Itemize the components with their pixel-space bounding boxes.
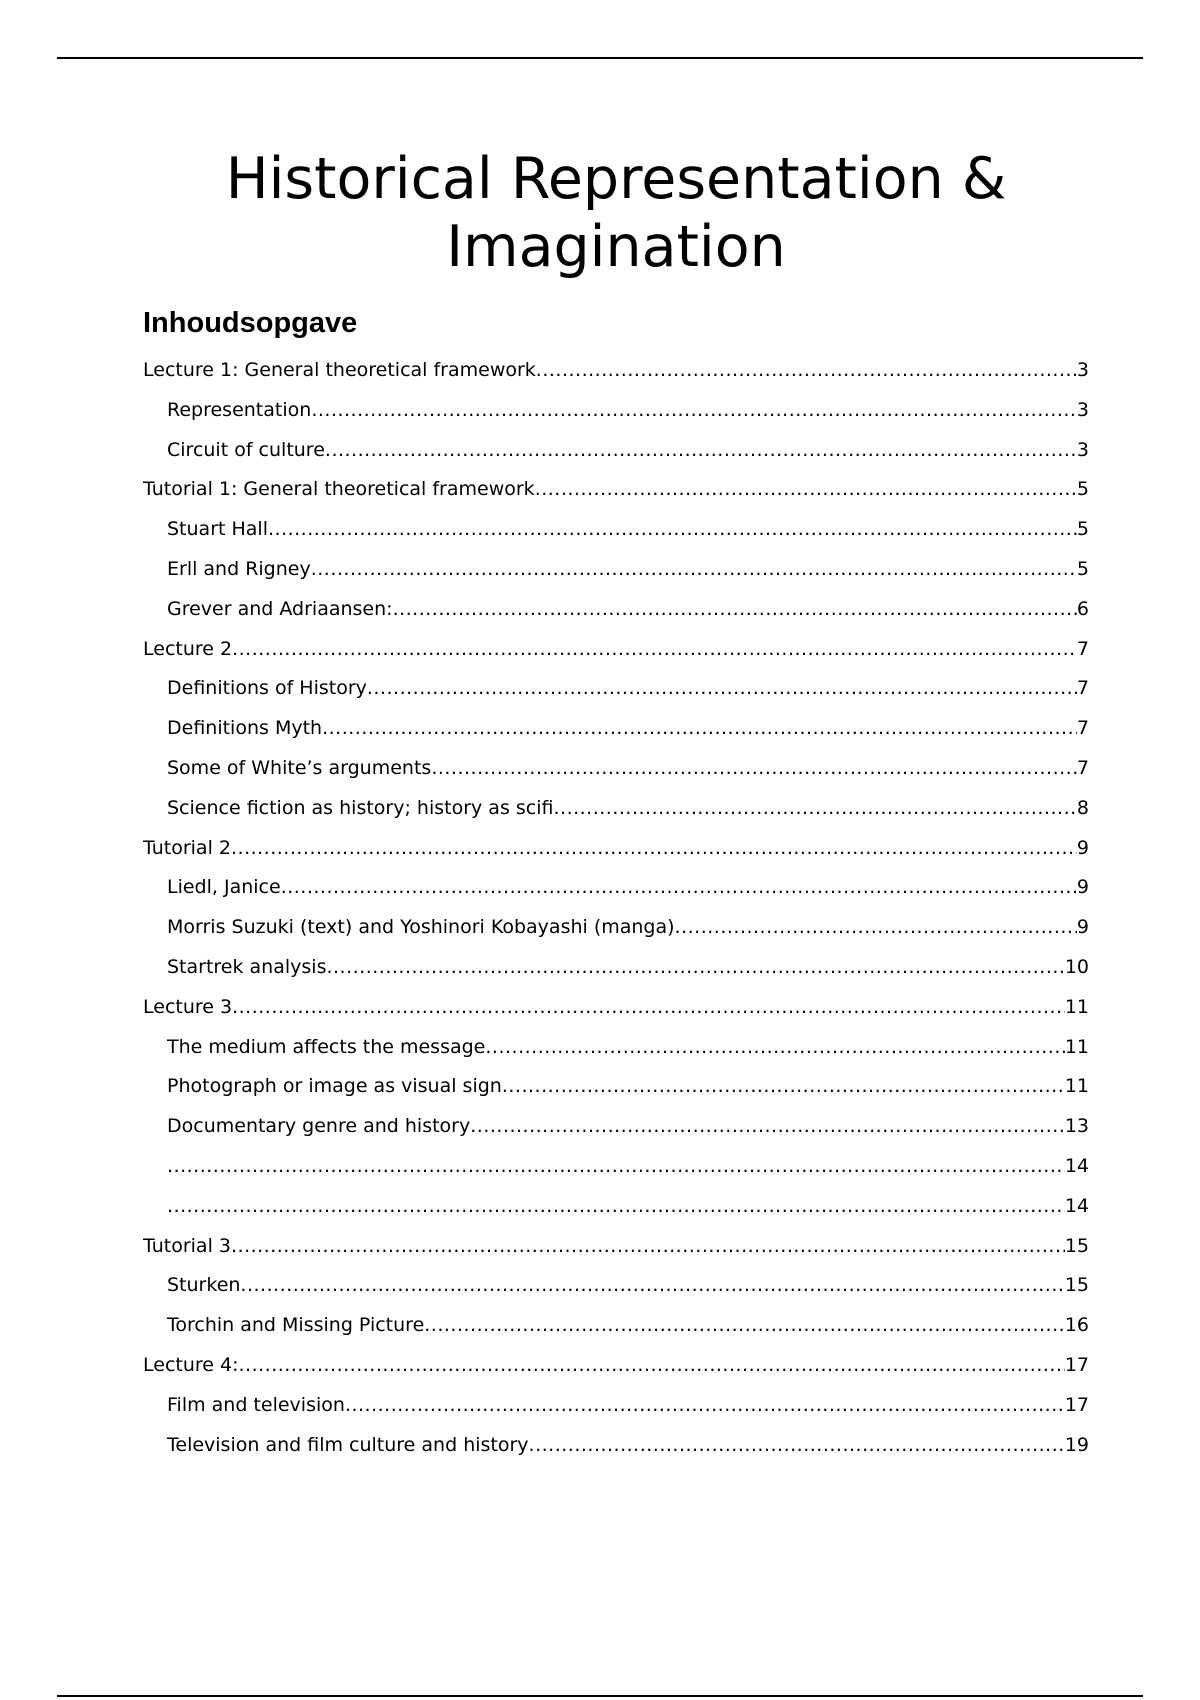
toc-entry[interactable] — [143, 1150, 1089, 1190]
toc-dot-leader — [393, 593, 1077, 625]
toc-dot-leader — [326, 951, 1064, 983]
toc-entry-label: Tutorial 2 — [143, 836, 231, 859]
toc-entry[interactable] — [143, 1190, 1089, 1230]
toc-entry-page-number: 13 — [1064, 1115, 1089, 1138]
toc-entry-label: Lecture 2 — [143, 637, 233, 660]
toc-entry[interactable] — [143, 593, 1089, 633]
toc-entry[interactable] — [143, 951, 1089, 991]
toc-entry[interactable] — [143, 832, 1089, 872]
toc-entry-page-number: 16 — [1064, 1314, 1089, 1337]
toc-entry[interactable] — [143, 1070, 1089, 1110]
toc-dot-leader — [167, 1190, 1065, 1222]
toc-entry[interactable] — [143, 434, 1089, 474]
toc-entry-label: Documentary genre and history — [167, 1115, 471, 1138]
toc-entry-page-number: 3 — [1076, 398, 1089, 421]
toc-entry-page-number: 14 — [1064, 1154, 1089, 1177]
toc-entry-page-number: 7 — [1076, 637, 1089, 660]
toc-dot-leader — [675, 911, 1077, 943]
toc-entry[interactable] — [143, 394, 1089, 434]
toc-entry-label: Some of White’s arguments — [167, 756, 432, 779]
toc-entry[interactable] — [143, 752, 1089, 792]
toc-entry-page-number: 11 — [1064, 995, 1089, 1018]
toc-entry-label: Representation — [167, 398, 312, 421]
toc-entry[interactable] — [143, 1389, 1089, 1429]
toc-entry-page-number: 7 — [1076, 756, 1089, 779]
toc-heading: Inhoudsopgave — [143, 307, 358, 339]
toc-entry-page-number: 10 — [1064, 955, 1089, 978]
toc-entry[interactable] — [143, 553, 1089, 593]
title-line-2: Imagination — [446, 214, 786, 280]
toc-dot-leader — [536, 354, 1077, 386]
toc-entry[interactable] — [143, 513, 1089, 553]
toc-entry-page-number: 9 — [1076, 876, 1089, 899]
toc-entry-page-number: 17 — [1064, 1353, 1089, 1376]
toc-entry-page-number: 3 — [1076, 438, 1089, 461]
toc-entry-label: Liedl, Janice — [167, 876, 281, 899]
toc-entry-label: Science fiction as history; history as scifi — [167, 796, 554, 819]
toc-dot-leader — [231, 1230, 1065, 1262]
toc-entry-page-number: 15 — [1064, 1274, 1089, 1297]
toc-dot-leader — [268, 513, 1077, 545]
toc-dot-leader — [167, 1150, 1065, 1182]
toc-entry[interactable] — [143, 871, 1089, 911]
toc-entry-page-number: 15 — [1064, 1234, 1089, 1257]
toc-entry-label: Morris Suzuki (text) and Yoshinori Kobayashi (manga) — [167, 916, 675, 939]
toc-dot-leader — [553, 792, 1076, 824]
toc-entry[interactable] — [143, 1031, 1089, 1071]
toc-entry[interactable] — [143, 1110, 1089, 1150]
toc-dot-leader — [311, 553, 1077, 585]
header-rule — [57, 57, 1143, 59]
toc-dot-leader — [239, 1349, 1065, 1381]
toc-entry-label: Stuart Hall — [167, 518, 268, 541]
toc-entry[interactable] — [143, 1230, 1089, 1270]
toc-entry-label: Lecture 1: General theoretical framework — [143, 359, 536, 381]
toc-entry-page-number: 14 — [1064, 1194, 1089, 1217]
document-title — [143, 145, 1089, 281]
toc-dot-leader — [431, 752, 1077, 784]
toc-entry[interactable] — [143, 1429, 1089, 1469]
toc-entry[interactable] — [143, 672, 1089, 712]
toc-entry[interactable] — [143, 792, 1089, 832]
toc-dot-leader — [485, 1031, 1064, 1063]
toc-entry[interactable] — [143, 354, 1089, 394]
toc-entry[interactable] — [143, 633, 1089, 673]
toc-entry-page-number: 11 — [1064, 1075, 1089, 1098]
toc-entry-label: Film and television — [167, 1393, 345, 1416]
toc-entry-page-number: 6 — [1076, 597, 1089, 620]
toc-dot-leader — [502, 1070, 1065, 1102]
toc-entry-page-number: 11 — [1064, 1035, 1089, 1058]
toc-entry-page-number: 17 — [1064, 1393, 1089, 1416]
toc-entry-page-number: 3 — [1076, 359, 1089, 381]
toc-entry-label: Lecture 4: — [143, 1353, 239, 1376]
toc-entry-label: Definitions of History — [167, 677, 367, 700]
toc-entry-label: Erll and Rigney — [167, 557, 311, 580]
toc-entry[interactable] — [143, 473, 1089, 513]
toc-entry-label: Sturken — [167, 1274, 241, 1297]
toc-dot-leader — [232, 633, 1077, 665]
toc-entry-label: Tutorial 3 — [143, 1234, 231, 1257]
toc-entry[interactable] — [143, 1309, 1089, 1349]
toc-entry-label: Circuit of culture — [167, 438, 325, 461]
toc-entry-label: The medium affects the message — [167, 1035, 486, 1058]
toc-entry[interactable] — [143, 712, 1089, 752]
toc-dot-leader — [424, 1309, 1065, 1341]
toc-entry-page-number: 9 — [1076, 916, 1089, 939]
toc-dot-leader — [325, 434, 1077, 466]
toc-entry-label: Photograph or image as visual sign — [167, 1075, 502, 1098]
toc-dot-leader — [345, 1389, 1065, 1421]
table-of-contents — [143, 354, 1089, 1468]
toc-entry-page-number: 9 — [1076, 836, 1089, 859]
toc-entry[interactable] — [143, 911, 1089, 951]
toc-entry-page-number: 7 — [1076, 717, 1089, 740]
toc-dot-leader — [240, 1269, 1064, 1301]
toc-entry-label: Tutorial 1: General theoretical framework — [143, 478, 535, 501]
toc-entry-label: Television and film culture and history — [167, 1433, 529, 1456]
toc-entry-label: Lecture 3 — [143, 995, 233, 1018]
toc-entry-page-number: 5 — [1076, 518, 1089, 541]
toc-entry-page-number: 19 — [1064, 1433, 1089, 1456]
toc-entry[interactable] — [143, 1349, 1089, 1389]
toc-entry-label: Torchin and Missing Picture — [167, 1314, 425, 1337]
footer-rule — [57, 1695, 1143, 1697]
toc-dot-leader — [535, 473, 1077, 505]
toc-entry-label: Grever and Adriaansen: — [167, 597, 393, 620]
toc-entry-page-number: 5 — [1076, 478, 1089, 501]
toc-entry-page-number: 8 — [1076, 796, 1089, 819]
toc-dot-leader — [470, 1110, 1065, 1142]
toc-entry-label: Definitions Myth — [167, 717, 323, 740]
toc-dot-leader — [232, 991, 1065, 1023]
toc-entry-page-number: 7 — [1076, 677, 1089, 700]
toc-entry[interactable] — [143, 991, 1089, 1031]
toc-dot-leader — [322, 712, 1077, 744]
toc-dot-leader — [231, 832, 1077, 864]
title-line-1: Historical Representation & — [225, 146, 1007, 212]
toc-entry-page-number: 5 — [1076, 557, 1089, 580]
toc-entry[interactable] — [143, 1269, 1089, 1309]
toc-dot-leader — [367, 672, 1077, 704]
toc-dot-leader — [529, 1429, 1065, 1461]
toc-dot-leader — [311, 394, 1077, 426]
toc-dot-leader — [281, 871, 1077, 903]
toc-entry-label: Startrek analysis — [167, 955, 327, 978]
